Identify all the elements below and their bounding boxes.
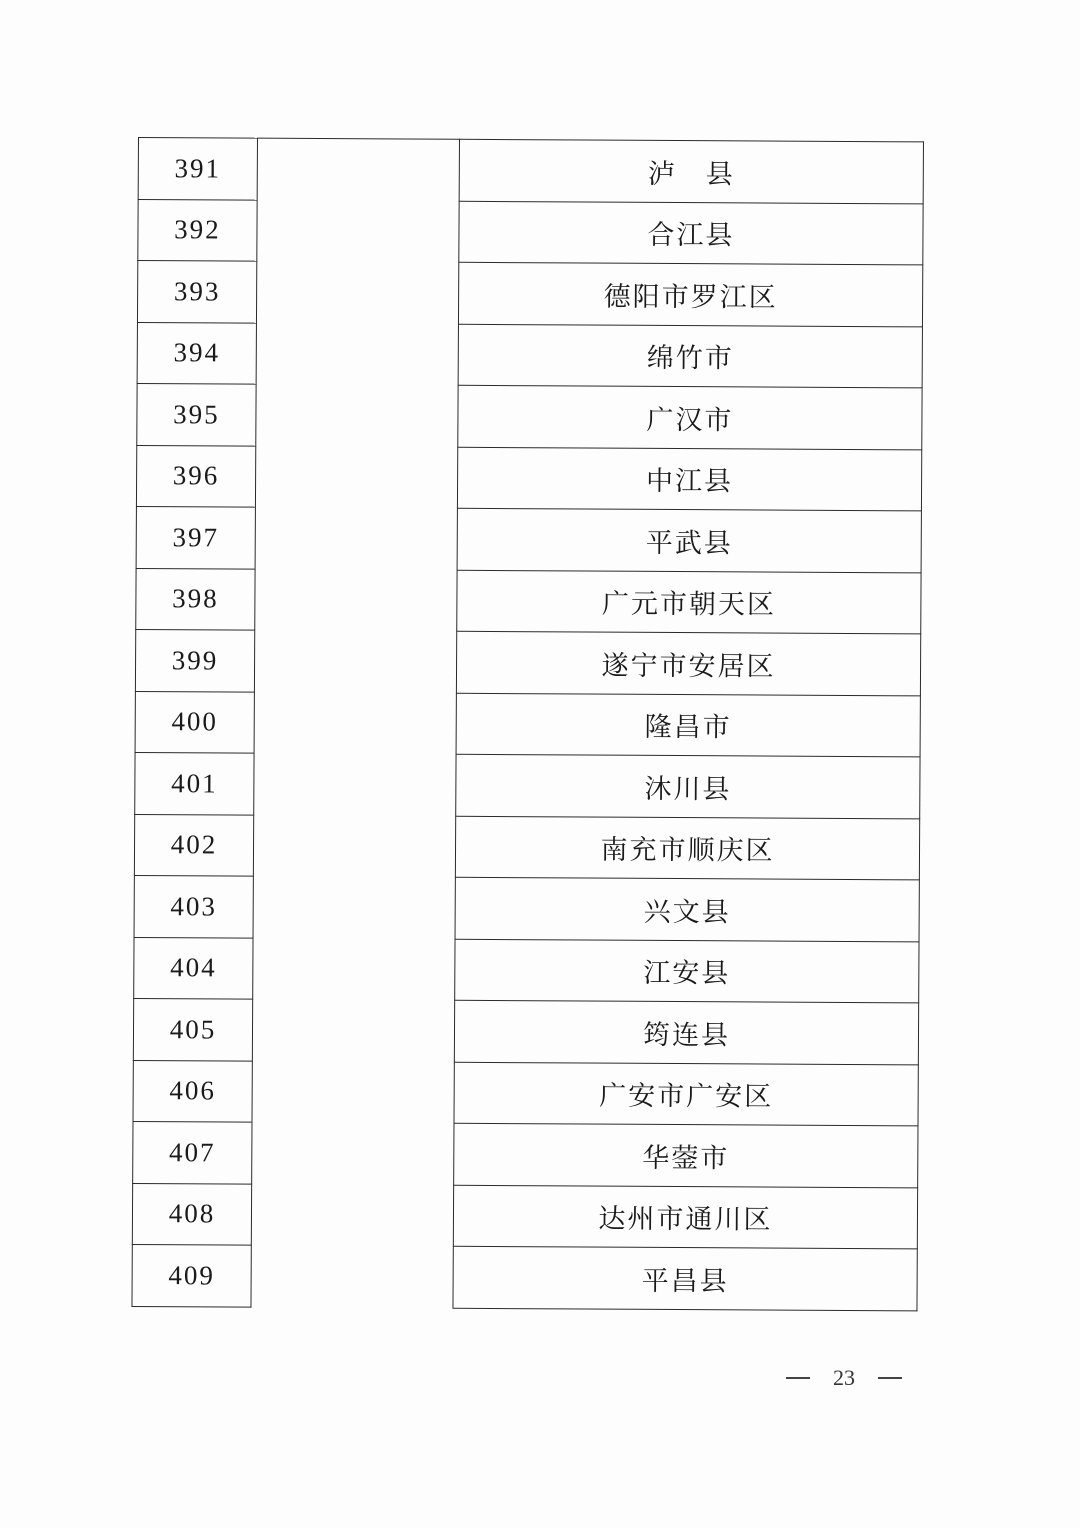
region-name: 南充市顺庆区 [455,816,919,880]
region-name: 平昌县 [453,1246,917,1310]
table-row [133,1060,918,1126]
page-number-footer [786,1362,902,1394]
table-row [138,199,923,265]
row-number: 391 [138,138,257,200]
row-number: 401 [135,752,254,814]
table-row [133,998,918,1064]
region-name: 泸 县 [459,139,923,203]
page-number: 23 [833,1365,855,1390]
row-number: 404 [134,937,253,999]
row-number: 395 [137,383,256,445]
row-number: 393 [137,261,256,323]
region-name: 平武县 [457,508,921,572]
region-name: 绵竹市 [458,324,922,388]
region-name: 合江县 [459,201,923,265]
region-name: 华蓥市 [454,1123,918,1187]
row-number: 402 [134,814,253,876]
table-row [135,691,920,757]
region-name: 兴文县 [455,877,919,941]
row-number: 400 [135,691,254,753]
row-number: 396 [136,445,255,507]
table-row [137,383,922,449]
table-row [137,261,922,327]
region-name: 德阳市罗江区 [458,262,922,326]
merged-empty-cell [251,138,460,1308]
row-number: 407 [133,1121,252,1183]
table-row [132,1183,917,1249]
region-name: 沐川县 [456,754,920,818]
row-number: 397 [136,506,255,568]
region-table-body [132,138,924,1311]
region-name: 遂宁市安居区 [456,631,920,695]
table-row [132,1244,917,1310]
region-name: 广安市广安区 [454,1062,918,1126]
row-number: 405 [133,998,252,1060]
region-name: 达州市通川区 [453,1185,917,1249]
region-name: 筠连县 [454,1000,918,1064]
region-table-container [131,137,924,1311]
table-row [133,1121,918,1187]
row-number: 398 [136,568,255,630]
region-table [131,137,924,1311]
row-number: 392 [138,199,257,261]
table-row [136,568,921,634]
region-name: 隆昌市 [456,693,920,757]
right-dash [878,1377,902,1378]
table-row [137,322,922,388]
row-number: 394 [137,322,256,384]
table-row [134,937,919,1003]
row-number: 409 [132,1244,251,1306]
table-row [134,814,919,880]
table-row [134,875,919,941]
row-number: 403 [134,875,253,937]
table-row [136,506,921,572]
region-name: 江安县 [455,939,919,1003]
region-name: 中江县 [457,447,921,511]
row-number: 406 [133,1060,252,1122]
table-row [136,445,921,511]
table-row [135,629,920,695]
table-row [135,752,920,818]
table-row [138,138,923,204]
row-number: 399 [135,629,254,691]
row-number: 408 [132,1183,251,1245]
left-dash [786,1377,810,1378]
region-name: 广元市朝天区 [457,570,921,634]
region-name: 广汉市 [458,385,922,449]
